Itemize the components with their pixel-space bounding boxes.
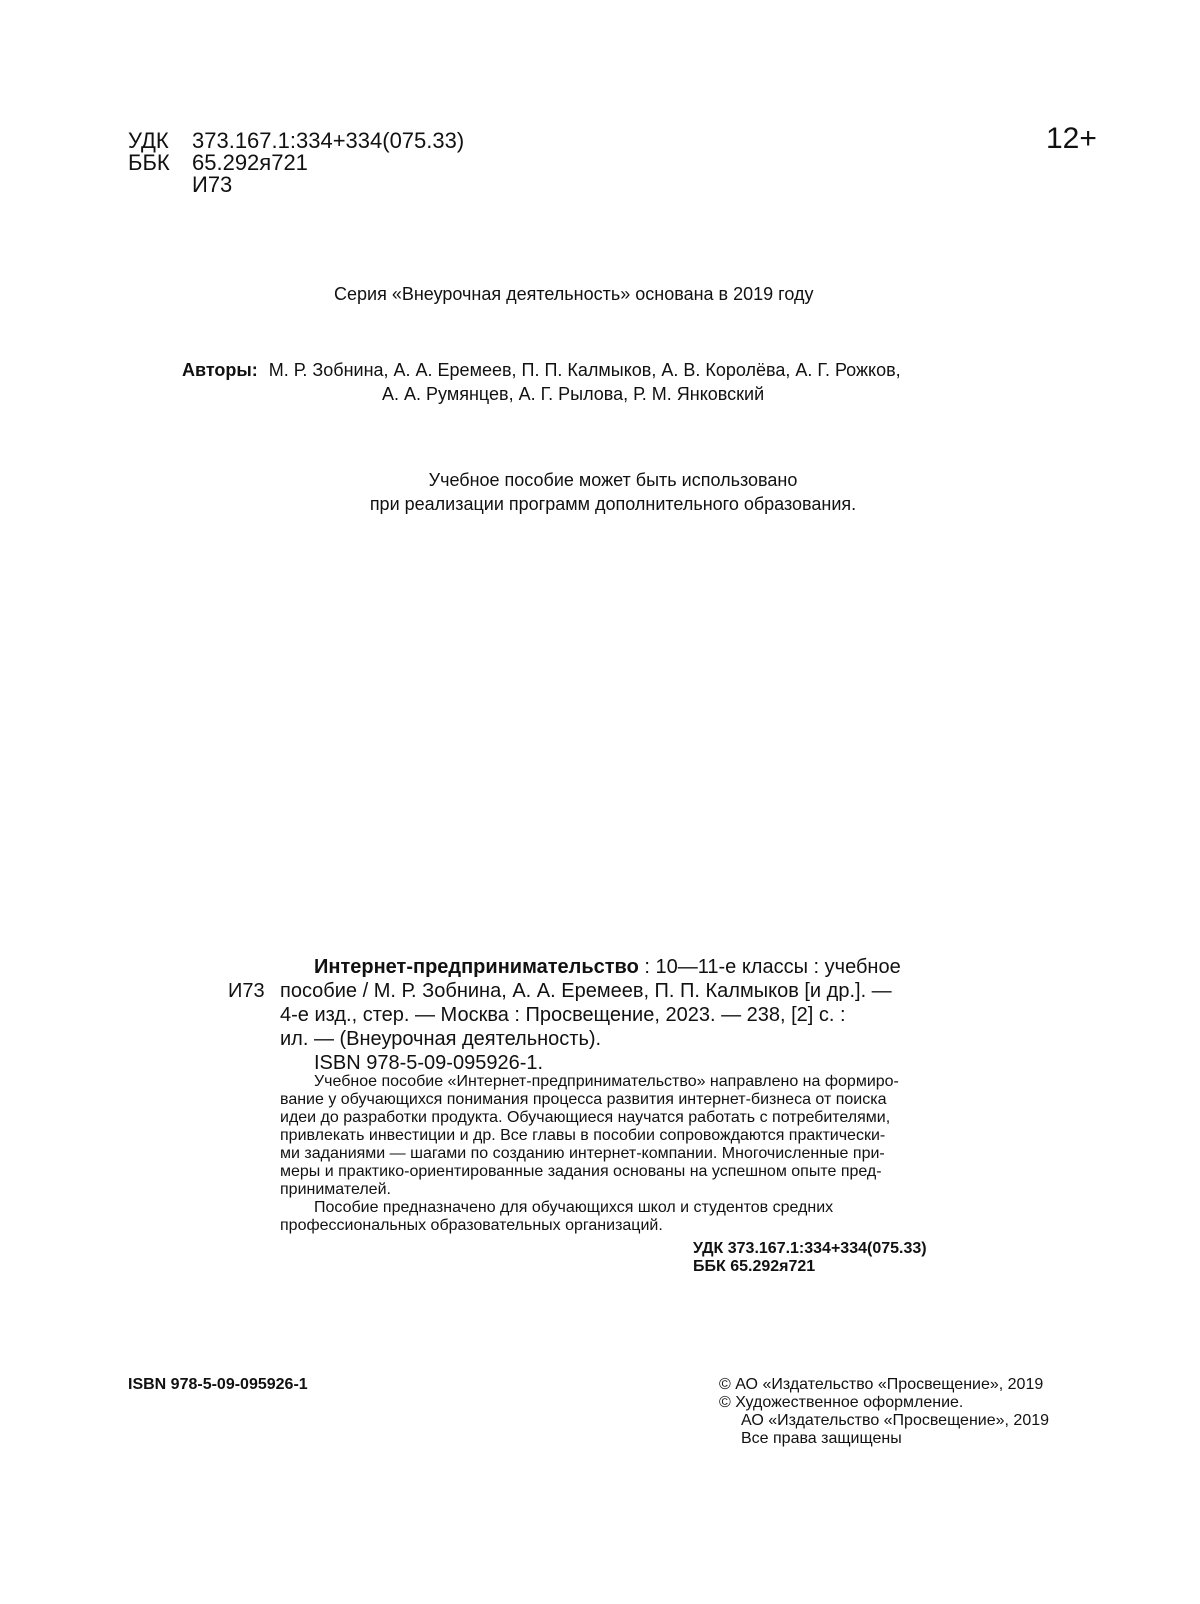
udk-bottom: УДК 373.167.1:334+334(075.33): [693, 1240, 927, 1257]
authors-names-1: М. Р. Зобнина, А. А. Еремеев, П. П. Калмыков, А. В. Королёва, А. Г. Рожков,: [268, 360, 901, 380]
bib-isbn: ISBN 978-5-09-095926-1.: [314, 1052, 544, 1074]
book-title: Интернет-предпринимательство: [314, 956, 639, 978]
isbn-bottom: ISBN 978-5-09-095926-1: [128, 1376, 308, 1393]
bib-line-4: ил. — (Внеурочная деятельность).: [280, 1028, 602, 1050]
udk-value: 373.167.1:334+334(075.33): [192, 128, 465, 153]
abstract-line-3: идеи до разработки продукта. Обучающиеся научатся работать с потребителями,: [280, 1109, 891, 1126]
abstract-line-6: меры и практико-ориентированные задания основаны на успешном опыте пред-: [280, 1163, 882, 1180]
bib-line-1-rest: : 10—11-е классы : учебное: [638, 956, 901, 978]
age-rating: 12+: [1046, 122, 1097, 155]
bib-mark: И73: [228, 980, 265, 1002]
copyright-line-3: АО «Издательство «Просвещение», 2019: [741, 1412, 1050, 1429]
authors-names-2: А. А. Румянцев, А. Г. Рылова, Р. М. Янковский: [382, 384, 765, 404]
copyright-line-2: © Художественное оформление.: [719, 1394, 964, 1411]
series-line: Серия «Внеурочная деятельность» основана в 2019 году: [334, 284, 814, 304]
bib-line-3: 4-е изд., стер. — Москва : Просвещение, 2023. — 238, [2] с. :: [280, 1004, 846, 1026]
bib-line-2: пособие / М. Р. Зобнина, А. А. Еремеев, П. П. Калмыков [и др.]. —: [280, 980, 892, 1002]
bbk-label: ББК: [128, 150, 170, 175]
abstract-line-4: привлекать инвестиции и др. Все главы в пособии сопровождаются практически-: [280, 1127, 886, 1144]
bbk-bottom: ББК 65.292я721: [693, 1258, 816, 1275]
abstract-line-5: ми заданиями — шагами по созданию интернет-компании. Многочисленные при-: [280, 1145, 885, 1162]
udk-label: УДК: [128, 128, 169, 153]
abstract-line-1: Учебное пособие «Интернет-предпринимательство» направлено на формиро-: [314, 1073, 899, 1090]
usage-note-line-1: Учебное пособие может быть использовано: [428, 470, 798, 490]
bbk-value: 65.292я721: [192, 150, 308, 175]
purpose-line-2: профессиональных образовательных организаций.: [280, 1217, 663, 1234]
abstract-line-2: вание у обучающихся понимания процесса развития интернет-бизнеса от поиска: [280, 1091, 887, 1108]
bib-line-1: [314, 955, 901, 979]
authors-line-1: [182, 360, 901, 381]
copyright-line-4: Все права защищены: [741, 1430, 902, 1447]
usage-note-line-2: при реализации программ дополнительного образования.: [369, 494, 857, 514]
author-mark: И73: [192, 172, 233, 197]
purpose-line-1: Пособие предназначено для обучающихся школ и студентов средних: [314, 1199, 834, 1216]
authors-label: Авторы:: [182, 360, 258, 380]
copyright-line-1: © АО «Издательство «Просвещение», 2019: [719, 1376, 1044, 1393]
abstract-line-7: принимателей.: [280, 1181, 391, 1198]
